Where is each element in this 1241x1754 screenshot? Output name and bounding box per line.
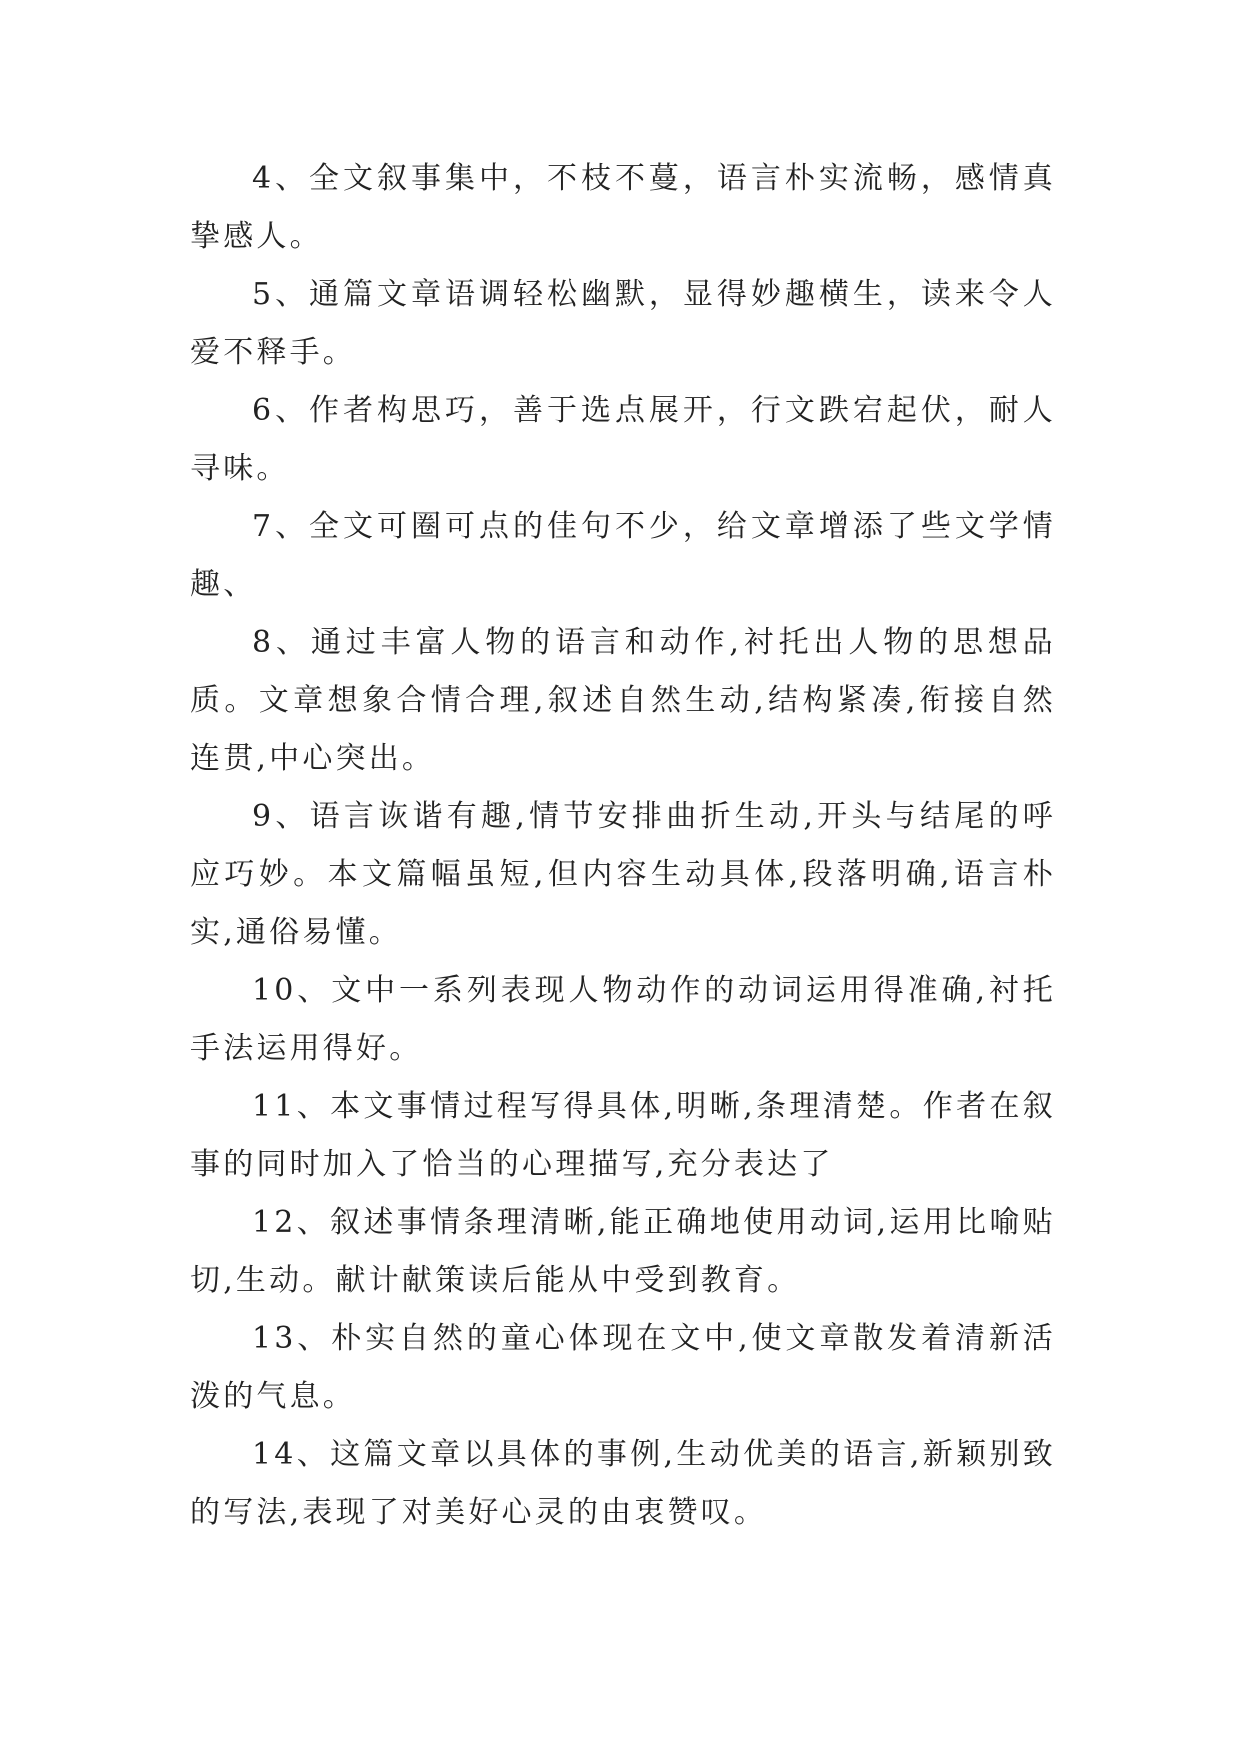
paragraph-6: 6、作者构思巧，善于选点展开，行文跌宕起伏，耐人寻味。 [190, 393, 1056, 486]
paragraph-14: 14、这篇文章以具体的事例,生动优美的语言,新颖别致的写法,表现了对美好心灵的由衷赞叹。 [190, 1437, 1056, 1530]
paragraph-5: 5、通篇文章语调轻松幽默，显得妙趣横生，读来令人爱不释手。 [190, 277, 1056, 370]
paragraph-4: 4、全文叙事集中，不枝不蔓，语言朴实流畅，感情真挚感人。 [190, 161, 1056, 254]
paragraph-7: 7、全文可圈可点的佳句不少，给文章增添了些文学情趣、 [190, 509, 1056, 602]
paragraph-13: 13、朴实自然的童心体现在文中,使文章散发着清新活泼的气息。 [190, 1321, 1056, 1414]
document-body [190, 150, 1056, 1542]
paragraph-11: 11、本文事情过程写得具体,明晰,条理清楚。作者在叙事的同时加入了恰当的心理描写,充分表达了 [190, 1089, 1056, 1182]
paragraph-9: 9、语言诙谐有趣,情节安排曲折生动,开头与结尾的呼应巧妙。本文篇幅虽短,但内容生动具体,段落明确,语言朴实,通俗易懂。 [190, 799, 1056, 950]
paragraph-8: 8、通过丰富人物的语言和动作,衬托出人物的思想品质。文章想象合情合理,叙述自然生动,结构紧凑,衔接自然连贯,中心突出。 [190, 625, 1056, 776]
paragraph-10: 10、文中一系列表现人物动作的动词运用得准确,衬托手法运用得好。 [190, 973, 1056, 1066]
paragraph-12: 12、叙述事情条理清晰,能正确地使用动词,运用比喻贴切,生动。献计献策读后能从中受到教育。 [190, 1205, 1056, 1298]
